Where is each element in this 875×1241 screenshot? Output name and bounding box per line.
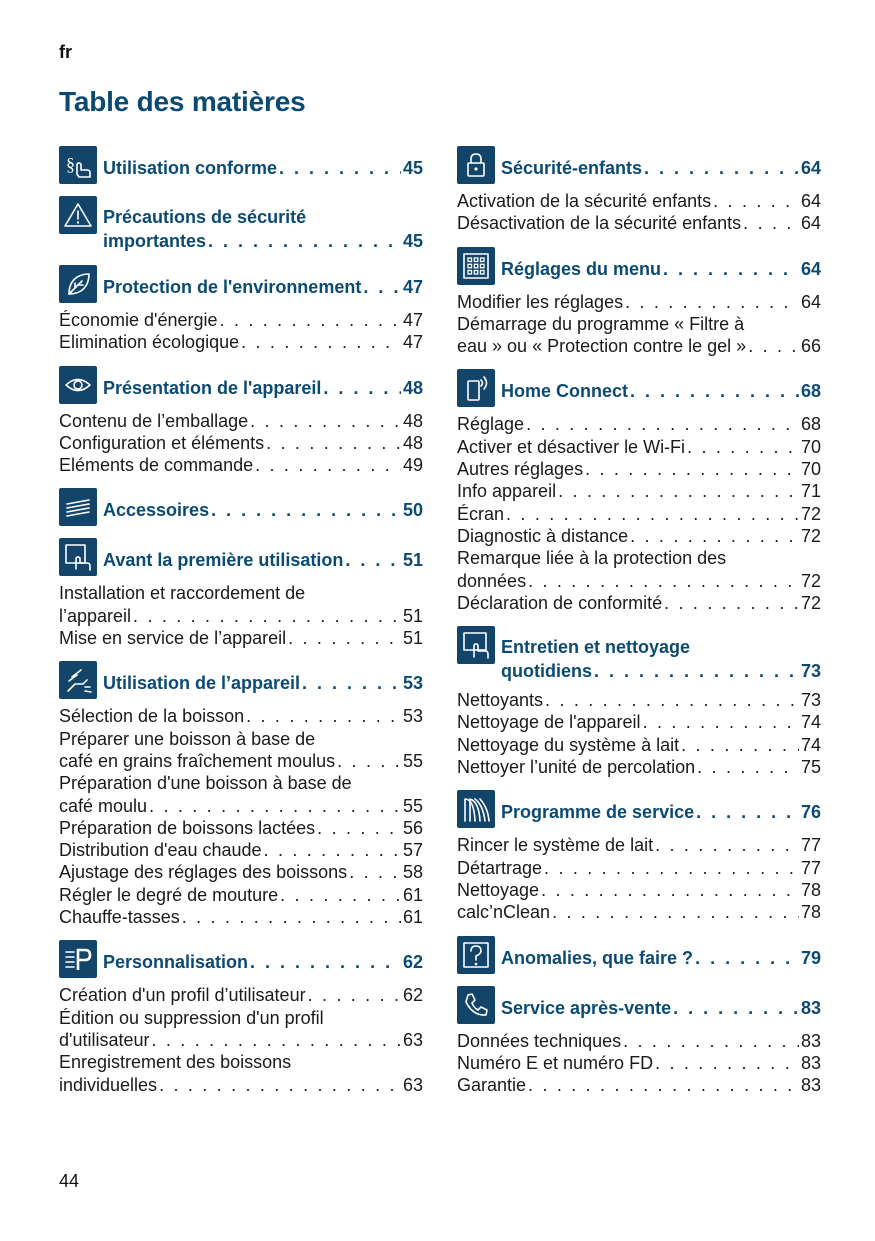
entry-title: Contenu de l’emballage: [59, 410, 249, 431]
dot-leader: [664, 592, 799, 614]
entry-page-number: 74: [800, 712, 821, 733]
entry-page-number: 70: [800, 459, 821, 480]
toc-entry[interactable]: [457, 711, 821, 733]
entry-page-number: 48: [402, 432, 423, 453]
entry-title: eau » ou « Protection contre le gel »: [457, 336, 747, 357]
toc-section: [59, 265, 423, 354]
entry-title: Préparer une boisson à base de: [59, 728, 316, 749]
toc-entry[interactable]: [59, 454, 423, 476]
entry-title: Configuration et éléments: [59, 432, 265, 453]
section-page-number: 47: [402, 277, 423, 297]
section-page-number: 45: [402, 231, 423, 251]
language-code: fr: [59, 42, 72, 62]
toc-section: [457, 369, 821, 614]
section-heading[interactable]: [59, 196, 423, 253]
section-title: Présentation de l'appareil: [103, 377, 322, 398]
section-heading[interactable]: [457, 790, 821, 828]
section-heading[interactable]: [59, 538, 423, 576]
toc-entry[interactable]: [457, 1052, 821, 1074]
entry-title: Activation de la sécurité enfants: [457, 191, 712, 211]
toc-entry[interactable]: [59, 1007, 423, 1052]
section-title: Utilisation conforme: [103, 158, 278, 178]
accessories-icon: [59, 488, 97, 526]
dot-leader: [743, 212, 799, 234]
toc-entry[interactable]: [457, 734, 821, 756]
toc-entry[interactable]: [59, 728, 423, 773]
section-heading[interactable]: [59, 940, 423, 978]
toc-section: [59, 538, 423, 649]
toc-section: [59, 366, 423, 477]
entry-title: Données techniques: [457, 1030, 622, 1051]
toc-entry[interactable]: [59, 309, 423, 331]
cleaning-icon: [457, 626, 495, 664]
entry-page-number: 72: [800, 570, 821, 591]
dot-leader: [552, 901, 799, 923]
phone-icon: [457, 986, 495, 1024]
section-title: Sécurité-enfants: [501, 158, 643, 178]
toc-entry[interactable]: [59, 861, 423, 883]
section-title: Anomalies, que faire ?: [501, 947, 694, 968]
dot-leader: [695, 946, 799, 970]
dot-leader: [246, 705, 401, 727]
toc-entry[interactable]: [457, 547, 821, 592]
dot-leader: [302, 671, 401, 695]
entry-title: Régler le degré de mouture: [59, 884, 279, 905]
toc-entry[interactable]: [457, 834, 821, 856]
entry-page-number: 63: [402, 1029, 423, 1050]
entry-title: Elimination écologique: [59, 332, 240, 353]
section-page-number: 48: [402, 377, 423, 398]
entry-page-number: 75: [800, 757, 821, 778]
entry-title: Eléments de commande: [59, 455, 254, 476]
entry-title: Distribution d'eau chaude: [59, 840, 262, 861]
entry-title: Nettoyer l’unité de percolation: [457, 757, 696, 778]
dot-leader: [280, 884, 401, 906]
section-heading[interactable]: [59, 661, 423, 699]
entry-page-number: 83: [800, 1030, 821, 1051]
entry-page-number: 51: [402, 628, 423, 649]
section-title: Personnalisation: [103, 952, 249, 973]
dot-leader: [748, 335, 799, 357]
dot-leader: [159, 1074, 401, 1096]
entry-page-number: 77: [800, 857, 821, 878]
dot-leader: [349, 861, 401, 883]
entry-page-number: 72: [800, 503, 821, 524]
entry-title: Sélection de la boisson: [59, 706, 245, 727]
entry-title: Détartrage: [457, 857, 543, 878]
home-connect-icon: [457, 369, 495, 407]
entry-title: Écran: [457, 503, 505, 524]
entry-title: Numéro E et numéro FD: [457, 1052, 654, 1073]
entry-page-number: 63: [402, 1074, 423, 1095]
section-title: Réglages du menu: [501, 258, 662, 279]
section-page-number: 64: [800, 158, 821, 178]
entry-page-number: 56: [402, 817, 423, 838]
entry-title: Activer et désactiver le Wi-Fi: [457, 436, 686, 457]
entry-title: Autres réglages: [457, 459, 584, 480]
toc-entry[interactable]: [457, 1074, 821, 1096]
entry-page-number: 77: [800, 835, 821, 856]
dot-leader: [182, 906, 401, 928]
toc-entry[interactable]: [457, 413, 821, 435]
section-title: Accessoires: [103, 500, 210, 521]
dot-leader: [585, 458, 799, 480]
entry-page-number: 78: [800, 902, 821, 923]
page-number: 44: [59, 1171, 80, 1191]
entry-page-number: 62: [402, 985, 423, 1006]
section-title: Protection de l'environnement: [103, 277, 362, 297]
toc-column-right: [457, 146, 821, 1108]
toc-entry[interactable]: [457, 503, 821, 525]
dot-leader: [643, 711, 799, 733]
dot-leader: [288, 627, 401, 649]
dot-leader: [317, 817, 401, 839]
section-heading[interactable]: [59, 488, 423, 526]
dot-leader: [250, 950, 401, 974]
toc-entry[interactable]: [457, 592, 821, 614]
question-icon: [457, 936, 495, 974]
entry-page-number: 61: [402, 907, 423, 928]
section-page-number: 76: [800, 802, 821, 823]
section-page-number: 50: [402, 500, 423, 521]
section-page-number: 64: [800, 258, 821, 279]
entry-title: individuelles: [59, 1074, 158, 1095]
section-heading[interactable]: [457, 986, 821, 1024]
toc-entry[interactable]: [59, 817, 423, 839]
section-title: Service après-vente: [501, 997, 672, 1018]
entry-title: Diagnostic à distance: [457, 525, 629, 546]
entry-page-number: 70: [800, 436, 821, 457]
dot-leader: [541, 879, 799, 901]
dot-leader: [506, 503, 799, 525]
entry-page-number: 64: [800, 213, 821, 234]
entry-title: Nettoyage de l'appareil: [457, 712, 641, 733]
section-page-number: 68: [800, 381, 821, 402]
toc-entry[interactable]: [457, 458, 821, 480]
toc-entry[interactable]: [59, 839, 423, 861]
entry-page-number: 55: [402, 750, 423, 771]
dot-leader: [545, 689, 799, 711]
toc-entry[interactable]: [59, 432, 423, 454]
first-use-icon: [59, 538, 97, 576]
toc-section: [457, 247, 821, 358]
section-heading[interactable]: [59, 146, 423, 184]
entry-page-number: 48: [402, 410, 423, 431]
section-title: Entretien et nettoyage: [501, 637, 691, 658]
dot-leader: [655, 1052, 799, 1074]
dot-leader: [308, 984, 401, 1006]
entry-page-number: 83: [800, 1075, 821, 1096]
section-heading[interactable]: [457, 626, 821, 683]
dot-leader: [149, 795, 401, 817]
dot-leader: [241, 331, 401, 353]
dot-leader: [250, 410, 401, 432]
section-title: Programme de service: [501, 802, 695, 823]
dot-leader: [208, 229, 401, 253]
eye-icon: [59, 366, 97, 404]
section-title: Avant la première utilisation: [103, 550, 344, 571]
toc-column-left: [59, 146, 423, 1108]
section-page-number: 79: [800, 947, 821, 968]
dot-leader: [655, 834, 799, 856]
dot-leader: [255, 454, 401, 476]
toc-section: [457, 936, 821, 974]
toc-entry[interactable]: [59, 984, 423, 1006]
section-page-number: 73: [800, 661, 821, 682]
section-title: quotidiens: [501, 661, 592, 682]
entry-page-number: 74: [800, 734, 821, 755]
entry-title: Info appareil: [457, 481, 557, 502]
entry-page-number: 55: [402, 795, 423, 816]
menu-grid-icon: [457, 247, 495, 285]
toc-section: [59, 196, 423, 253]
personalisation-icon: [59, 940, 97, 978]
entry-title: Rincer le système de lait: [457, 835, 654, 856]
toc-entry[interactable]: [59, 705, 423, 727]
toc-entry[interactable]: [59, 582, 423, 627]
entry-page-number: 66: [800, 336, 821, 357]
section-page-number: 83: [800, 997, 821, 1018]
toc-entry[interactable]: [457, 212, 821, 234]
section-title: Home Connect: [501, 381, 629, 402]
entry-title: Création d'un profil d’utilisateur: [59, 985, 306, 1006]
page-title: Table des matières: [59, 86, 306, 117]
entry-page-number: 53: [402, 706, 423, 727]
entry-title: d'utilisateur: [59, 1029, 150, 1050]
entry-title: Modifier les réglages: [457, 291, 624, 312]
entry-page-number: 49: [402, 455, 423, 476]
entry-title: Réglage: [457, 414, 525, 435]
entry-title: Édition ou suppression d'un profil: [59, 1007, 324, 1028]
entry-page-number: 73: [800, 690, 821, 711]
toc-entry[interactable]: [457, 525, 821, 547]
dot-leader: [528, 570, 799, 592]
toc-entry[interactable]: [59, 772, 423, 817]
entry-title: données: [457, 570, 527, 591]
entry-title: Économie d'énergie: [59, 310, 218, 330]
dot-leader: [697, 756, 799, 778]
entry-page-number: 64: [800, 191, 821, 211]
section-page-number: 62: [402, 952, 423, 973]
entry-title: Préparation d'une boisson à base de: [59, 773, 352, 794]
dot-leader: [323, 376, 401, 400]
entry-title: Garantie: [457, 1075, 527, 1096]
section-page-number: 45: [402, 158, 423, 178]
section-heading[interactable]: [457, 247, 821, 285]
section-title: importantes: [103, 231, 207, 251]
dot-leader: [687, 436, 799, 458]
dot-leader: [673, 996, 799, 1020]
dot-leader: [681, 734, 799, 756]
leaf-icon: [59, 265, 97, 303]
entry-title: calc’nClean: [457, 902, 551, 923]
toc-section: [457, 626, 821, 778]
toc-entry[interactable]: [59, 884, 423, 906]
hand-use-icon: [59, 661, 97, 699]
entry-page-number: 72: [800, 525, 821, 546]
toc-section: [59, 661, 423, 928]
entry-page-number: 57: [402, 840, 423, 861]
dot-leader: [528, 1074, 799, 1096]
toc-section: [457, 986, 821, 1097]
entry-title: café en grains fraîchement moulus: [59, 750, 336, 771]
dot-leader: [623, 1030, 799, 1052]
toc-section: [59, 488, 423, 526]
dot-leader: [337, 750, 401, 772]
entry-title: Mise en service de l’appareil: [59, 628, 287, 649]
entry-page-number: 83: [800, 1052, 821, 1073]
lock-icon: [457, 146, 495, 184]
toc-section: [59, 146, 423, 184]
section-heading[interactable]: [457, 146, 821, 184]
dot-leader: [133, 605, 401, 627]
dot-leader: [526, 413, 799, 435]
entry-title: Nettoyage du système à lait: [457, 734, 680, 755]
dot-leader: [220, 309, 401, 331]
toc-entry[interactable]: [457, 291, 821, 313]
toc-entry[interactable]: [457, 857, 821, 879]
entry-page-number: 68: [800, 414, 821, 435]
dot-leader: [663, 257, 799, 281]
section-title: Utilisation de l’appareil: [103, 673, 301, 694]
warning-triangle-icon: [59, 196, 97, 234]
paragraph-hand-icon: [59, 146, 97, 184]
dot-leader: [544, 857, 799, 879]
entry-page-number: 78: [800, 879, 821, 900]
dot-leader: [345, 548, 401, 572]
section-heading[interactable]: [59, 366, 423, 404]
toc-entry[interactable]: [457, 756, 821, 778]
dot-leader: [625, 291, 799, 313]
toc-section: [457, 790, 821, 923]
entry-title: Chauffe-tasses: [59, 907, 180, 928]
toc-entry[interactable]: [457, 689, 821, 711]
entry-page-number: 47: [402, 310, 423, 330]
dot-leader: [151, 1029, 400, 1051]
toc-section: [59, 940, 423, 1095]
entry-title: Déclaration de conformité: [457, 592, 663, 613]
dot-leader: [630, 525, 799, 547]
entry-title: Préparation de boissons lactées: [59, 817, 316, 838]
dot-leader: [630, 379, 799, 403]
entry-page-number: 61: [402, 884, 423, 905]
dot-leader: [264, 839, 401, 861]
entry-title: Ajustage des réglages des boissons: [59, 862, 348, 883]
section-page-number: 53: [402, 673, 423, 694]
service-program-icon: [457, 790, 495, 828]
dot-leader: [363, 275, 401, 299]
dot-leader: [558, 480, 799, 502]
entry-title: Nettoyants: [457, 690, 544, 711]
section-title: Précautions de sécurité: [103, 207, 307, 227]
dot-leader: [279, 156, 401, 180]
toc-entry[interactable]: [457, 436, 821, 458]
dot-leader: [713, 190, 799, 212]
entry-title: Désactivation de la sécurité enfants: [457, 213, 742, 234]
entry-title: l’appareil: [59, 605, 132, 626]
toc-entry[interactable]: [457, 1030, 821, 1052]
entry-title: Nettoyage: [457, 879, 540, 900]
toc-entry[interactable]: [59, 906, 423, 928]
svg-text:§: §: [66, 154, 75, 174]
dot-leader: [211, 498, 401, 522]
toc-entry[interactable]: [457, 313, 821, 358]
toc-entry[interactable]: [457, 480, 821, 502]
dot-leader: [594, 659, 799, 683]
toc-entry[interactable]: [59, 1051, 423, 1096]
toc-entry[interactable]: [59, 410, 423, 432]
entry-page-number: 71: [800, 481, 821, 502]
toc-entry[interactable]: [457, 190, 821, 212]
toc-entry[interactable]: [457, 901, 821, 923]
section-heading[interactable]: [59, 265, 423, 303]
entry-page-number: 51: [402, 605, 423, 626]
entry-title: café moulu: [59, 795, 148, 816]
toc-entry[interactable]: [59, 627, 423, 649]
toc-section: [457, 146, 821, 235]
entry-page-number: 47: [402, 332, 423, 353]
dot-leader: [266, 432, 401, 454]
entry-title: Démarrage du programme « Filtre à: [457, 313, 745, 334]
toc-entry[interactable]: [457, 879, 821, 901]
dot-leader: [696, 800, 799, 824]
entry-title: Installation et raccordement de: [59, 583, 306, 604]
dot-leader: [644, 156, 799, 180]
section-heading[interactable]: [457, 369, 821, 407]
entry-title: Remarque liée à la protection des: [457, 548, 727, 569]
section-heading[interactable]: [457, 936, 821, 974]
entry-page-number: 72: [800, 592, 821, 613]
entry-page-number: 64: [800, 291, 821, 312]
toc-entry[interactable]: [59, 331, 423, 353]
entry-title: Enregistrement des boissons: [59, 1052, 292, 1073]
entry-page-number: 58: [402, 862, 423, 883]
section-page-number: 51: [402, 550, 423, 571]
